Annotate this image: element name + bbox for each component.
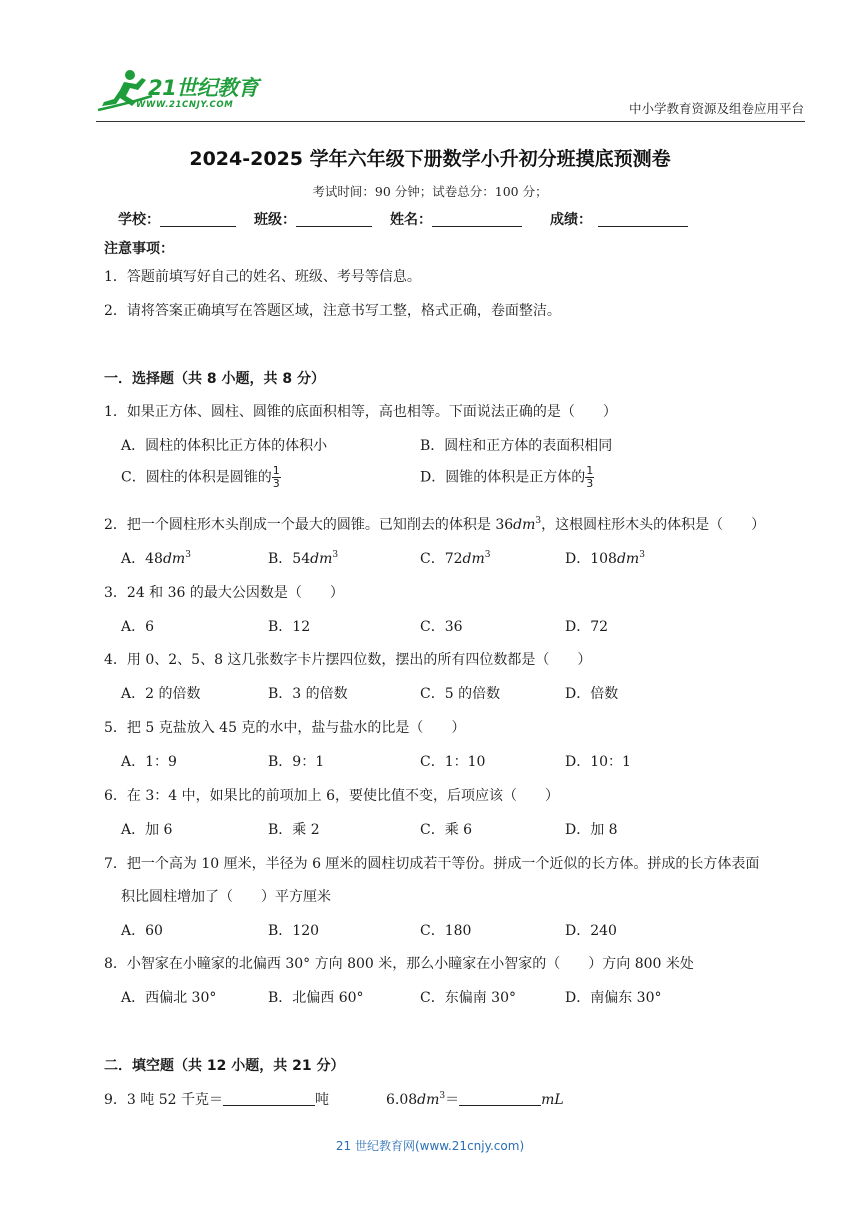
fraction-one-third: $\frac{1}{3}$ xyxy=(272,464,280,490)
school-field xyxy=(118,209,236,229)
score-field xyxy=(550,209,688,229)
section-heading-choice: 一．选择题（共 8 小题，共 8 分） xyxy=(104,371,325,387)
score-label: 成绩： xyxy=(550,212,592,228)
platform-label: 中小学教育资源及组卷应用平台 xyxy=(628,101,804,116)
note-item: 1．答题前填写好自己的姓名、班级、考号等信息。 xyxy=(104,269,421,285)
question-3-option-c: C．36 xyxy=(420,619,463,635)
question-4-option-c: C．5 的倍数 xyxy=(420,686,501,702)
question-8-option-a: A．西偏北 30° xyxy=(121,990,217,1006)
fraction-one-third: $\frac{1}{3}$ xyxy=(586,464,594,490)
site-logo xyxy=(96,66,266,116)
question-4-option-b: B．3 的倍数 xyxy=(268,686,348,702)
question-4-option-a: A．2 的倍数 xyxy=(121,686,201,702)
question-1-stem: 1．如果正方体、圆柱、圆锥的底面积相等，高也相等。下面说法正确的是（ ） xyxy=(104,404,617,420)
school-label: 学校： xyxy=(118,212,160,228)
question-6-option-a: A．加 6 xyxy=(121,822,173,838)
question-8-stem: 8．小智家在小瞳家的北偏西 30° 方向 800 米，那么小瞳家在小智家的（ ）方向 800 米处 xyxy=(104,956,694,972)
question-2-option-b: B．$54dm^3$ xyxy=(268,550,339,567)
header-divider xyxy=(96,121,805,122)
score-blank xyxy=(598,212,688,227)
class-label: 班级： xyxy=(254,212,296,228)
question-2-option-a: A．$48dm^3$ xyxy=(121,550,191,567)
question-7-stem-line1: 7．把一个高为 10 厘米，半径为 6 厘米的圆柱切成若干等份。拼成一个近似的长方体。拼成的长方体表面 xyxy=(104,856,760,872)
exam-title: 2024-2025 学年六年级下册数学小升初分班摸底预测卷 xyxy=(189,148,671,170)
section-heading-fill-in: 二．填空题（共 12 小题，共 21 分） xyxy=(104,1058,345,1074)
question-5-option-d: D．10：1 xyxy=(565,754,631,770)
class-blank xyxy=(296,212,372,227)
question-8-option-c: C．东偏南 30° xyxy=(420,990,516,1006)
option-c-text: C．圆柱的体积是圆锥的 xyxy=(121,469,272,486)
option-d-text: D．圆锥的体积是正方体的 xyxy=(420,469,586,486)
answer-blank[interactable] xyxy=(223,1091,315,1106)
logo-text: 21世纪教育 xyxy=(148,76,259,100)
question-3-option-d: D．72 xyxy=(565,619,609,635)
question-5-stem: 5．把 5 克盐放入 45 克的水中，盐与盐水的比是（ ） xyxy=(104,720,466,736)
question-2-stem: 2．把一个圆柱形木头削成一个最大的圆锥。已知削去的体积是 $36dm^3$，这根圆柱形木头的体积是（ ） xyxy=(104,516,766,533)
question-7-option-c: C．180 xyxy=(420,923,472,939)
question-8-option-b: B．北偏西 60° xyxy=(268,990,364,1006)
question-3-stem: 3．24 和 36 的最大公因数是（ ） xyxy=(104,585,344,601)
note-item: 2．请将答案正确填写在答题区域，注意书写工整，格式正确，卷面整洁。 xyxy=(104,303,561,319)
question-1-option-c xyxy=(121,465,281,490)
question-1-option-d xyxy=(420,465,594,490)
question-5-option-c: C．1：10 xyxy=(420,754,486,770)
question-6-option-b: B．乘 2 xyxy=(268,822,320,838)
question-7-stem-line2: 积比圆柱增加了（ ）平方厘米 xyxy=(121,889,331,905)
question-4-stem: 4．用 0、2、5、8 这几张数字卡片摆四位数，摆出的所有四位数都是（ ） xyxy=(104,652,592,668)
name-field xyxy=(390,209,522,229)
question-3-option-a: A．6 xyxy=(121,619,155,635)
notes-heading: 注意事项： xyxy=(104,241,174,257)
question-9: 9．3 吨 52 千克＝ 吨 xyxy=(104,1092,329,1108)
logo-url: WWW.21CNJY.COM xyxy=(136,100,234,110)
answer-blank[interactable] xyxy=(459,1091,541,1106)
name-label: 姓名： xyxy=(390,212,432,228)
question-9-part-2: $6.08dm^3=$ mL xyxy=(386,1091,564,1108)
question-3-option-b: B．12 xyxy=(268,619,311,635)
question-5-option-b: B．9：1 xyxy=(268,754,325,770)
question-1-option-b: B．圆柱和正方体的表面积相同 xyxy=(420,438,613,454)
question-6-stem: 6．在 3：4 中，如果比的前项加上 6，要使比值不变，后项应该（ ） xyxy=(104,788,559,804)
question-7-option-a: A．60 xyxy=(121,923,163,939)
school-blank xyxy=(160,212,236,227)
question-7-option-b: B．120 xyxy=(268,923,320,939)
question-5-option-a: A．1：9 xyxy=(121,754,177,770)
exam-subtitle: 考试时间：90 分钟；试卷总分：100 分； xyxy=(312,184,548,199)
question-6-option-d: D．加 8 xyxy=(565,822,618,838)
question-6-option-c: C．乘 6 xyxy=(420,822,473,838)
name-blank xyxy=(432,212,522,227)
question-2-option-d: D．$108dm^3$ xyxy=(565,550,645,567)
question-2-option-c: C．$72dm^3$ xyxy=(420,550,491,567)
class-field xyxy=(254,209,372,229)
question-7-option-d: D．240 xyxy=(565,923,617,939)
question-8-option-d: D．南偏东 30° xyxy=(565,990,662,1006)
question-1-option-a: A．圆柱的体积比正方体的体积小 xyxy=(121,438,328,454)
page-footer: 21 世纪教育网(www.21cnjy.com) xyxy=(335,1139,525,1153)
question-4-option-d: D．倍数 xyxy=(565,686,619,702)
